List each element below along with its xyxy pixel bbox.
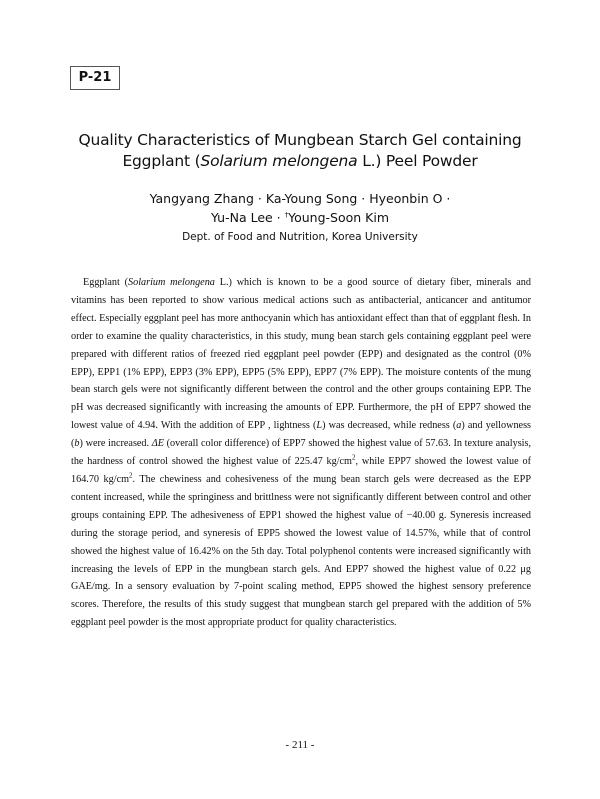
poster-id-badge: P-21 (70, 66, 120, 90)
abstract-text: . The chewiness and cohesiveness of the mung bean starch gels were decreased as the EPP content increased, while the springiness and brittlness were not significantly different between control and other groups containing EPP. The adhesiveness of EPP1 showed the highest value of −40.00 g. Syneresis increased during the storage period, and syneresis of EPP5 showed the lowest value of 14.57%, while that of control showed the highest value of 16.42% on the 5th day. Total polyphenol contents were increased significantly with increasing the levels of EPP in the mungbean starch gels. And EPP7 showed the highest value of 0.22 μg GAE/mg. In a sensory evaluation by 7-point scaling method, EPP5 showed the highest sensory preference scores. Therefore, the results of this study suggest that mungbean starch gel prepared with the addition of 5% eggplant peel powder is the most appropriate product for quality characteristics. (71, 473, 531, 629)
affiliation: Dept. of Food and Nutrition, Korea University (182, 231, 418, 243)
abstract-text: ) were increased. (79, 438, 152, 450)
title-text: Eggplant ( (122, 152, 201, 170)
abstract-italic: b (74, 438, 80, 450)
abstract-body (71, 274, 531, 632)
abstract-text: Eggplant ( (83, 277, 128, 288)
abstract-italic: L (316, 420, 323, 432)
abstract-italic: Solarium melongena (128, 277, 215, 288)
abstract-text: ) was decreased, while redness ( (322, 420, 457, 432)
abstract-text: (overall color difference) of EPP7 showed the highest value of 57.63. In texture analysis, the hardness of control showed the highest value of 225.47 kg/cm (71, 438, 531, 468)
authors-line-1: Yangyang Zhang · Ka-Young Song · Hyeonbin O · (149, 191, 451, 206)
title-line-1: Quality Characteristics of Mungbean Starch Gel containing (78, 131, 522, 149)
author-text: Yu-Na Lee · (210, 209, 285, 225)
author-text: Young-Soon Kim (288, 209, 390, 225)
abstract-text: , while EPP7 showed the lowest value of 164.70 kg/cm (71, 456, 531, 485)
authors-line-2 (40, 209, 560, 228)
abstract-text: L.) which is known to be a good source of dietary fiber, minerals and vitamins has been reported to show various medical actions such as antibacterial, anticancer and antitumor effect. Especially eggplant peel has more anthocyanin which has antioxidant effect than that of eggplant flesh. In order to examine the quality characteristics, in this study, mung bean starch gels containing eggplant peel were prepared with different ratios of freezed ried eggplant peel powder (EPP) and designated as the control (0% EPP), EPP1 (1% EPP), EPP3 (3% EPP), EPP5 (5% EPP), EPP7 (7% EPP). The moisture contents of the mung bean starch gels were not significantly different between the control and the other groups containing EPP. The pH was decreased significantly with increasing the amounts of EPP. Furthermore, the pH of EPP7 showed the lowest value of 4.94. With the addition of EPP , lightness ( (71, 277, 531, 432)
abstract-italic: ΔE (151, 438, 164, 450)
title-line-2 (40, 151, 560, 172)
corresponding-author-mark: † (284, 210, 289, 219)
title-text: L.) Peel Powder (357, 152, 478, 170)
superscript: 2 (351, 453, 356, 462)
paper-title (40, 130, 560, 172)
author-list (40, 190, 560, 227)
page-number: - 211 - (285, 739, 315, 751)
superscript: 2 (129, 471, 133, 480)
abstract-text: ) and yellowness ( (71, 420, 532, 450)
species-name: Solarium melongena (200, 152, 358, 170)
abstract-italic: a (456, 420, 462, 432)
